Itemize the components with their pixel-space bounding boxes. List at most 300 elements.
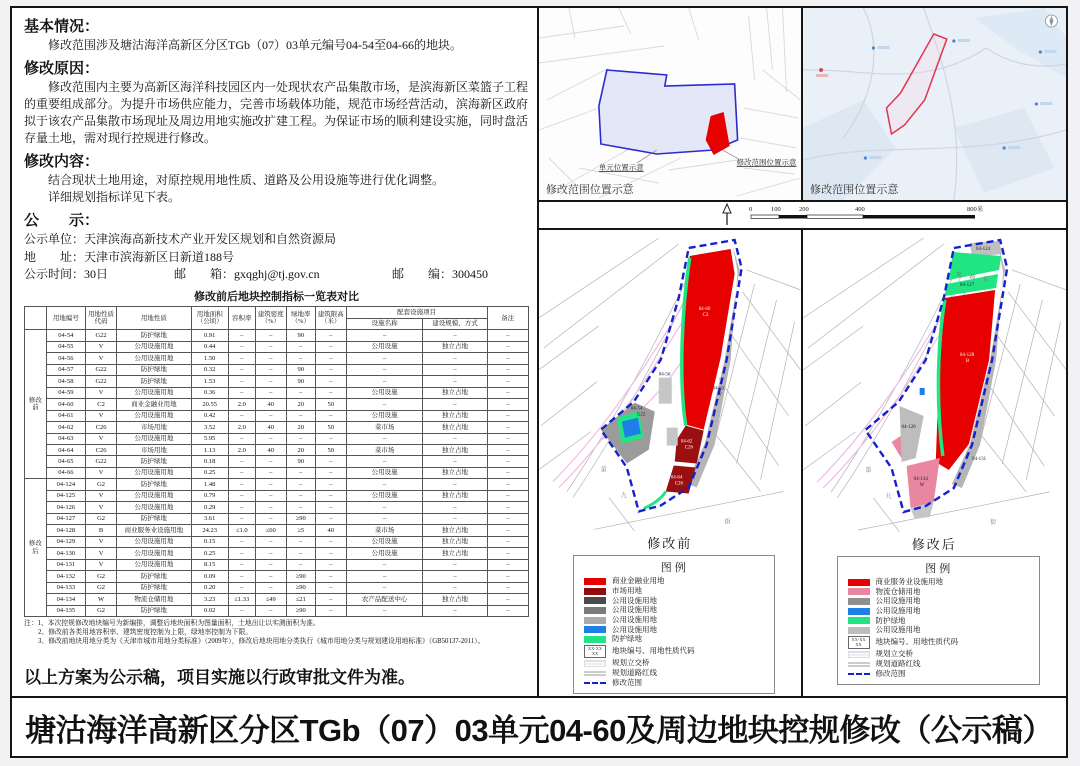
table-cell: 90 [286,330,315,341]
table-row [25,525,529,536]
title-band [12,696,1066,756]
parcel-label: W [919,483,924,488]
table-cell: 04-129 [46,536,85,547]
table-cell: 04-55 [46,341,85,352]
legend-swatch [848,588,870,595]
table-cell: – [315,594,346,605]
basic-body: 修改范围涉及塘沽海洋高新区分区TGb（07）03单元编号04-54至04-66的地块。 [48,38,462,52]
table-cell: 40 [255,399,286,410]
notice-postcode: 邮 编：300450 [392,267,489,281]
table-cell: 公用设施 [346,548,423,559]
table-cell: – [228,582,255,593]
table-cell: – [346,582,423,593]
parcel-label: 04-127 [959,283,974,288]
table-cell: – [315,410,346,421]
legend-label: 规划立交桥 [875,649,913,659]
table-cell: 公用设施 [346,536,423,547]
table-cell: C2 [86,399,117,410]
north-arrow-icon [723,204,731,225]
table-cell: 防护绿地 [117,582,192,593]
parcel-label: 04-63 [712,386,725,392]
legend-parcel-code-swatch: XX-XX XX [584,645,606,658]
table-cell: ≥90 [286,582,315,593]
legend-swatch [584,617,606,624]
table-cell: 0.20 [191,582,228,593]
table-cell: – [315,364,346,375]
notice-unit: 公示单位：天津滨海高新技术产业开发区规划和自然资源局 [24,232,337,247]
table-row [25,399,529,410]
legend-overpass-swatch [584,660,606,667]
table-cell: – [255,502,286,513]
table-cell: – [315,548,346,559]
notice-contact-row [24,266,529,283]
table-cell: – [487,582,528,593]
after-caption: 修改后 [911,537,957,552]
table-cell: – [315,536,346,547]
table-cell: 0.44 [191,341,228,352]
parcel-label: C26 [674,481,684,487]
table-row [25,513,529,524]
table-cell: 5.95 [191,433,228,444]
scale-label: 800米 [967,206,984,213]
table-cell: – [255,605,286,616]
legend-item [848,660,1032,668]
header-facility-mode: 建设规模、方式 [423,318,487,329]
legend-label: 修改范围 [612,677,642,687]
legend-item [584,645,766,658]
table-cell: – [228,341,255,352]
table-cell: 公用设施 [346,490,423,501]
legend-parcel-code-swatch: XX-XX XX [848,636,870,649]
legend-redline-swatch [848,661,870,668]
legend-label: 规划道路红线 [875,658,921,668]
table-cell: – [487,422,528,433]
basic-heading: 基本情况： [24,19,100,35]
header-far: 容积率 [228,307,255,330]
scale-label: 0 [749,206,753,213]
table-cell: – [228,387,255,398]
header-facility-group: 配套设施项目 [346,307,487,318]
table-cell: G22 [86,330,117,341]
table-cell: – [255,582,286,593]
table-cell: 50 [315,399,346,410]
table-cell: – [315,456,346,467]
scale-bar [711,202,1011,228]
legend-label: 商业金融业用地 [612,576,665,586]
legend-after-title: 图例 [925,563,954,575]
table-cell: 1.50 [191,353,228,364]
table-cell: 公用设施用地 [117,353,192,364]
table-cell: – [286,559,315,570]
table-cell: 04-131 [46,559,85,570]
scale-label: 400 [855,206,865,213]
parcel-label: 04-128 [959,353,974,358]
table-row [25,387,529,398]
table-cell: – [487,502,528,513]
table-cell: – [423,559,487,570]
legend-item [848,588,1032,596]
reason-heading: 修改原因： [24,61,100,78]
street-label: 九 [884,494,895,500]
table-row [25,479,529,490]
table-cell: 50 [315,445,346,456]
street-label: 街 [724,519,734,526]
table-cell: – [255,490,286,501]
table-cell: 04-134 [46,594,85,605]
legend-before-title: 图例 [660,562,689,575]
table-cell: – [255,364,286,375]
parcel-label: G22 [636,412,646,418]
table-cell: 市场用地 [117,422,192,433]
table-cell: 商业金融业用地 [117,399,192,410]
table-cell: – [487,525,528,536]
table-cell: – [423,353,487,364]
table-cell: 独立占地 [423,341,487,352]
table-cell: ≤1.33 [228,594,255,605]
table-row [25,353,529,364]
legend-item [848,636,1032,649]
table-cell: 04-60 [46,399,85,410]
table-cell: – [315,513,346,524]
table-row [25,376,529,387]
table-cell: – [315,490,346,501]
parcel-label: 04-134 [913,477,928,482]
table-cell: 独立占地 [423,422,487,433]
table-cell: C26 [86,445,117,456]
table-cell: 防护绿地 [117,364,192,375]
main-area [12,8,1066,696]
table-cell: 8.15 [191,559,228,570]
table-cell: 0.91 [191,330,228,341]
table-cell: – [315,571,346,582]
table-cell: – [228,513,255,524]
table-cell: – [423,330,487,341]
table-row [25,433,529,444]
legend-item [584,606,766,614]
legend-item [848,650,1032,658]
legend-label: 公用设施用地 [875,625,921,635]
plan-before-panel [539,228,803,698]
legend-label: 规划道路红线 [612,667,657,677]
header-group [25,307,47,330]
street-label: 第 [864,468,874,474]
header-area: 用地面积（公顷） [191,307,228,330]
table-cell: 菜市场 [346,422,423,433]
table-cell: – [487,376,528,387]
table-cell: 防护绿地 [117,330,192,341]
legend-item [848,626,1032,634]
table-cell: – [315,341,346,352]
parcel-label: C2 [702,312,709,318]
content-heading: 修改内容： [24,154,100,171]
table-cell: – [228,605,255,616]
table-cell: 2.0 [228,422,255,433]
table-cell: 20.55 [191,399,228,410]
table-cell: 0.79 [191,490,228,501]
table-notes [24,619,529,647]
table-cell: V [86,353,117,364]
table-cell: 公用设施用地 [117,387,192,398]
table-cell: G22 [86,376,117,387]
table-cell: – [255,433,286,444]
table-row [25,445,529,456]
table-cell: – [255,410,286,421]
table-cell: 独立占地 [423,445,487,456]
table-cell: 04-126 [46,502,85,513]
table-cell: – [487,605,528,616]
legend-item [848,578,1032,586]
table-cell: – [255,513,286,524]
table-cell: – [286,387,315,398]
table-row [25,410,529,421]
table-cell: 04-124 [46,479,85,490]
table-cell: – [487,536,528,547]
table-row [25,582,529,593]
table-cell: 1.53 [191,376,228,387]
table-cell: – [346,559,423,570]
table-cell: – [487,456,528,467]
legend-label: 公用设施用地 [612,605,657,615]
table-cell: V [86,341,117,352]
legend-swatch [584,578,606,585]
indicator-table [24,306,529,617]
legend-label: 防护绿地 [612,634,642,644]
table-cell: 市场用地 [117,445,192,456]
table-cell: – [423,479,487,490]
scale-bar-row [539,202,1066,228]
table-cell: 0.29 [191,502,228,513]
parcel-utility-small [667,428,678,446]
text-column [12,8,537,696]
table-cell: 独立占地 [423,536,487,547]
table-cell: – [255,387,286,398]
table-cell: – [487,330,528,341]
table-row [25,502,529,513]
legend-item [584,659,766,667]
parcel-label: 04-131 [971,457,986,462]
plan-after-panel [803,228,1067,698]
table-cell: 20 [286,399,315,410]
table-cell: – [286,467,315,478]
content-line-2: 详细规划指标详见下表。 [48,190,181,205]
table-cell: – [346,330,423,341]
legend-item [584,669,766,677]
plan-after-map [803,230,1067,532]
table-cell: – [286,548,315,559]
table-cell: 1.48 [191,479,228,490]
table-cell: 04-66 [46,467,85,478]
table-cell: V [86,559,117,570]
disclaimer-text: 以上方案为公示稿，项目实施以行政审批文件为准。 [24,667,415,687]
table-cell: – [487,341,528,352]
table-cell: – [228,353,255,364]
table-cell: V [86,467,117,478]
table-cell: – [487,571,528,582]
table-cell: – [228,536,255,547]
table-cell: ≤49 [255,594,286,605]
table-cell: G2 [86,605,117,616]
table-cell: – [228,330,255,341]
table-cell: – [255,536,286,547]
legend-label: 公用设施用地 [612,614,657,624]
table-cell: 防护绿地 [117,479,192,490]
table-cell: 04-132 [46,571,85,582]
legend-item [584,635,766,643]
table-cell: – [487,594,528,605]
table-cell: – [423,399,487,410]
street-label: 街 [989,520,999,526]
table-row [25,467,529,478]
location-web-panel [803,8,1067,202]
table-cell: 物流仓储用地 [117,594,192,605]
legend-swatch [584,626,606,633]
legend-item [584,616,766,624]
parcel-label: 04-126 [901,425,916,430]
table-cell: 0.15 [191,536,228,547]
table-cell: 防护绿地 [117,376,192,387]
header-remark: 备注 [487,307,528,330]
table-cell: – [346,479,423,490]
table-cell: – [228,467,255,478]
table-cell: ≥5 [286,525,315,536]
table-cell: 3.61 [191,513,228,524]
table-cell: 0.36 [191,387,228,398]
table-cell: 独立占地 [423,594,487,605]
table-cell: 3.23 [191,594,228,605]
header-parcel-code: 用地编号 [46,307,85,330]
table-cell: G2 [86,582,117,593]
table-cell: – [487,467,528,478]
table-cell: 0.02 [191,605,228,616]
table-row [25,536,529,547]
header-density: 建筑密度（%） [255,307,286,330]
table-cell: 独立占地 [423,467,487,478]
table-cell: – [423,376,487,387]
table-cell: 独立占地 [423,387,487,398]
header-use: 用地性质 [117,307,192,330]
table-cell: 0.18 [191,456,228,467]
parcel-label: V [718,392,723,398]
table-cell: – [228,559,255,570]
table-cell: 公用设施用地 [117,548,192,559]
location-schematic-map [539,8,801,200]
table-cell: 40 [255,445,286,456]
table-cell: 04-59 [46,387,85,398]
legend-after [837,556,1041,685]
table-cell: 独立占地 [423,525,487,536]
table-cell: 04-57 [46,364,85,375]
table-cell: 防护绿地 [117,571,192,582]
table-cell: C26 [86,422,117,433]
table-cell: – [315,559,346,570]
parcel-utility-blue [919,388,924,395]
header-height: 建筑限高（米） [315,307,346,330]
note-3: 3、修改前地块用地分类为《天津市城市用地分类标准》（2009年），修改后地块用地分类执行《城市用地分类与规划建设用地标准》（GB50137-2011）。 [38,638,485,646]
legend-swatch [848,627,870,634]
legend-swatch [848,617,870,624]
table-cell: – [228,571,255,582]
table-cell: V [86,490,117,501]
table-cell: 04-56 [46,353,85,364]
table-cell: V [86,387,117,398]
table-cell: 2.0 [228,445,255,456]
table-cell: – [228,433,255,444]
maps-column [537,8,1066,696]
table-row [25,330,529,341]
table-cell: – [286,479,315,490]
legend-item [848,607,1032,615]
plan-before-map [539,230,801,531]
location-maps-row [539,8,1066,202]
legend-label: 商业服务业设施用地 [875,577,943,586]
table-cell: – [315,605,346,616]
table-cell: – [423,513,487,524]
legend-swatch [584,588,606,595]
street-label: 第 [600,467,610,474]
content-line-1: 结合现状土地用途，对原控规用地性质、道路及公用设施等进行优化调整。 [48,173,445,188]
legend-overpass-swatch [848,651,870,658]
table-header-row [25,307,529,318]
table-cell: 04-61 [46,410,85,421]
table-row [25,605,529,616]
table-cell: – [315,502,346,513]
table-cell: – [228,548,255,559]
table-cell: – [286,433,315,444]
table-cell: ≥90 [286,513,315,524]
table-row [25,341,529,352]
table-title: 修改前后地块控制指标一览表对比 [194,291,359,304]
table-cell: – [315,353,346,364]
header-facility-name: 设施名称 [346,318,423,329]
row-group-label: 修改后 [25,479,47,617]
table-cell: – [346,571,423,582]
table-cell: – [228,479,255,490]
notice-address: 地 址：天津市滨海新区日新道188号 [24,249,235,264]
table-cell: – [487,433,528,444]
table-cell: 公用设施用地 [117,433,192,444]
table-cell: ≥90 [286,571,315,582]
table-cell: – [423,582,487,593]
table-cell: ≤21 [286,594,315,605]
legend-item [584,597,766,605]
legend-label: 市场用地 [612,586,642,596]
table-row [25,364,529,375]
table-cell: – [346,513,423,524]
table-cell: 04-65 [46,456,85,467]
table-cell: – [346,502,423,513]
table-cell: – [228,456,255,467]
table-cell: 防护绿地 [117,456,192,467]
table-cell: – [286,341,315,352]
legend-item [848,597,1032,605]
table-cell: – [487,364,528,375]
table-cell: 0.09 [191,571,228,582]
table-cell: V [86,536,117,547]
legend-label: 公用设施用地 [612,595,657,605]
table-cell: 防护绿地 [117,605,192,616]
plan-maps-row [539,228,1066,698]
table-cell: – [423,605,487,616]
legend-item [848,670,1032,678]
legend-label: 防护绿地 [875,615,906,625]
table-cell: 公用设施用地 [117,490,192,501]
table-cell: – [423,433,487,444]
table-row [25,571,529,582]
table-cell: 04-130 [46,548,85,559]
note-1: 注：1、本次控规修改地块编号为新编排，调整后地块面积为图量面积，土地出让以实测面积为准。 [24,620,320,628]
table-cell: 40 [315,525,346,536]
table-cell: – [228,410,255,421]
